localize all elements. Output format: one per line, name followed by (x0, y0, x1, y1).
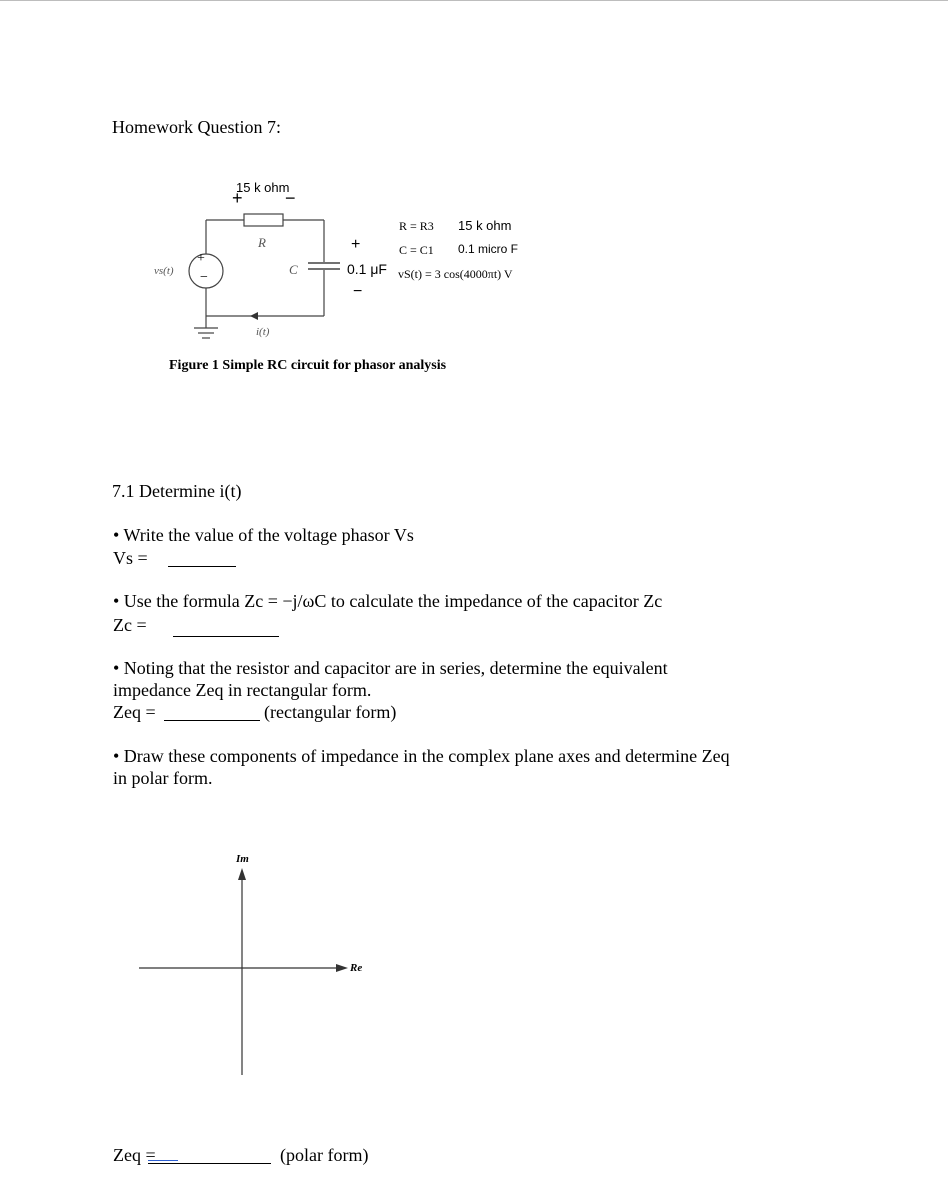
answer-zeq-polar-suffix: (polar form) (280, 1145, 369, 1165)
source-plus-sign: + (197, 251, 205, 266)
real-axis-arrow-icon (336, 964, 348, 972)
answer-zeq-polar-label: Zeq = (113, 1145, 156, 1165)
capacitor-minus-sign: − (353, 283, 363, 300)
answer-vs-label: Vs = (113, 548, 148, 568)
bullet-series-line2: impedance Zeq in rectangular form. (113, 680, 372, 700)
param-r-value: 15 k ohm (458, 218, 512, 233)
source-minus-sign: − (200, 270, 208, 285)
question-title: Homework Question 7: (112, 117, 281, 137)
answer-zc-label: Zc = (113, 615, 147, 635)
bullet-capacitor-impedance: • Use the formula Zc = −j/ωC to calculate the impedance of the capacitor Zc (113, 591, 663, 611)
bullet-series-line1: • Noting that the resistor and capacitor are in series, determine the equivalent (113, 658, 668, 678)
source-equation: vS(t) = 3 cos(4000πt) V (398, 267, 513, 281)
figure-caption: Figure 1 Simple RC circuit for phasor analysis (169, 358, 447, 373)
bullet-complex-plane-line1: • Draw these components of impedance in the complex plane axes and determine Zeq (113, 746, 730, 766)
bullet-complex-plane-line2: in polar form. (113, 768, 213, 788)
circuit-diagram (0, 0, 948, 400)
imag-axis-arrow-icon (238, 868, 246, 880)
param-r-name: R = R3 (399, 219, 434, 233)
imag-axis-label: Im (236, 853, 249, 865)
source-label: vs(t) (154, 265, 174, 277)
answer-zeq-polar-blank[interactable] (148, 1149, 271, 1164)
real-axis-label: Re (350, 962, 363, 974)
current-label: i(t) (256, 326, 270, 338)
answer-zeq-rect-suffix: (rectangular form) (264, 702, 397, 722)
current-arrow-icon (250, 312, 258, 320)
resistor-symbol (244, 214, 283, 226)
resistor-value-top: 15 k ohm (236, 180, 290, 195)
answer-vs-blank[interactable] (168, 552, 236, 567)
capacitor-plus-sign: + (351, 236, 361, 253)
answer-zeq-rect-blank[interactable] (164, 706, 260, 721)
resistor-plus-sign: + (232, 188, 243, 208)
section-heading: 7.1 Determine i(t) (112, 481, 242, 501)
bullet-voltage-phasor: • Write the value of the voltage phasor Vs (113, 525, 414, 545)
param-c-value: 0.1 micro F (458, 242, 519, 256)
answer-zc-blank[interactable] (173, 622, 279, 637)
capacitor-value: 0.1 μF (347, 261, 387, 277)
capacitor-symbol-label: C (289, 262, 298, 277)
answer-zeq-rect-label: Zeq = (113, 702, 156, 722)
param-c-name: C = C1 (399, 243, 434, 257)
resistor-symbol-label: R (258, 235, 266, 250)
resistor-minus-sign: − (285, 188, 296, 208)
